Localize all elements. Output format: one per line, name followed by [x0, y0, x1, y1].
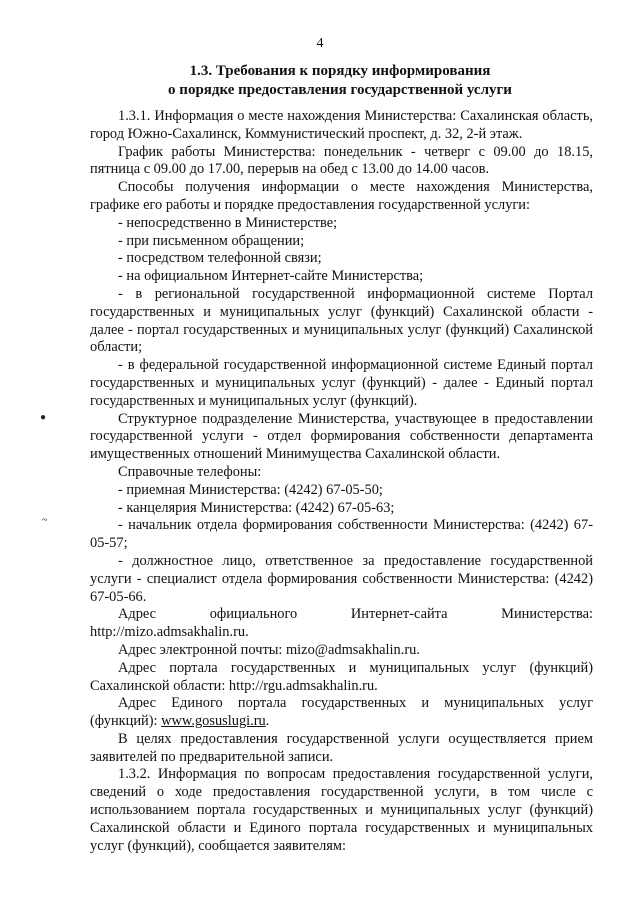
- section-heading: [90, 62, 590, 100]
- document-body: [90, 108, 593, 855]
- paragraph: Адрес портала государственных и муниципальных услуг (функций) Сахалинской области: http://rgu.admsakhalin.ru.: [90, 659, 593, 694]
- list-item: - начальник отдела формирования собственности Министерства: (4242) 67-05-57;: [90, 517, 593, 552]
- paragraph-gosuslugi: [90, 695, 593, 731]
- paragraph: 1.3.1. Информация о месте нахождения Министерства: Сахалинская область, город Южно-Сахалинск, Коммунистический проспект, д. 32, 2-й этаж.: [90, 108, 593, 142]
- list-item: - на официальном Интернет-сайте Министерства;: [118, 268, 424, 285]
- list-item: - в региональной государственной информационной системе Портал государственных и муниципальных услуг (функций) Сахалинской области - далее - портал государственных и муниципальных услуг (функций) Сахалинской области;: [90, 285, 593, 356]
- paragraph: Способы получения информации о месте нахождения Министерства, графике его работы и порядке предоставления государственной услуги:: [90, 179, 593, 213]
- list-item: - в федеральной государственной информационной системе Единый портал государственных и муниципальных услуг (функций) - далее - Единый портал государственных и муниципальных услуг (функций).: [90, 357, 593, 409]
- paragraph: Структурное подразделение Министерства, участвующее в предоставлении государственной услуги - отдел формирования собственности департамента имущественных отношений Минимущества Сахалинской области.: [90, 410, 593, 463]
- paragraph: Справочные телефоны:: [118, 463, 262, 480]
- list-item: - непосредственно в Министерстве;: [118, 214, 338, 231]
- scan-artifact: ~: [42, 515, 48, 526]
- scan-artifact: ●: [40, 412, 47, 423]
- heading-line-1: 1.3. Требования к порядку информирования: [189, 63, 491, 79]
- list-item: - посредством телефонной связи;: [118, 250, 322, 267]
- paragraph: График работы Министерства: понедельник - четверг с 09.00 до 18.15, пятница с 09.00 до 17.00, перерыв на обед с 13.00 до 14.00 часов.: [90, 143, 593, 178]
- gosuslugi-link[interactable]: www.gosuslugi.ru: [161, 713, 266, 730]
- list-item: - должностное лицо, ответственное за предоставление государственной услуги - специалист отдела формирования собственности Министерства: (4242) 67-05-66.: [90, 552, 593, 605]
- page-number: 4: [316, 36, 324, 51]
- paragraph: 1.3.2. Информация по вопросам предоставления государственной услуги, сведений о ходе предоставления государственной услуги, в том числе с использованием портала государственных и муниципальных услуг (функций) Сахалинской области и Единого портала государственных и муниципальных услуг (функций), сообщается заявителям:: [90, 766, 593, 854]
- paragraph: В целях предоставления государственной услуги осуществляется прием заявителей по предварительной записи.: [90, 730, 593, 765]
- list-item: - при письменном обращении;: [118, 232, 305, 249]
- gosuslugi-text: Адрес Единого портала государственных и муниципальных услуг (функций):: [90, 695, 593, 730]
- list-item: - приемная Министерства: (4242) 67-05-50;: [118, 481, 383, 498]
- paragraph: Адрес официального Интернет-сайта Министерства: http://mizo.admsakhalin.ru.: [90, 606, 593, 641]
- gosuslugi-period: .: [265, 713, 270, 730]
- paragraph: Адрес электронной почты: mizo@admsakhalin.ru.: [118, 641, 420, 658]
- list-item: - канцелярия Министерства: (4242) 67-05-63;: [118, 499, 395, 516]
- heading-line-2: о порядке предоставления государственной услуги: [168, 82, 512, 98]
